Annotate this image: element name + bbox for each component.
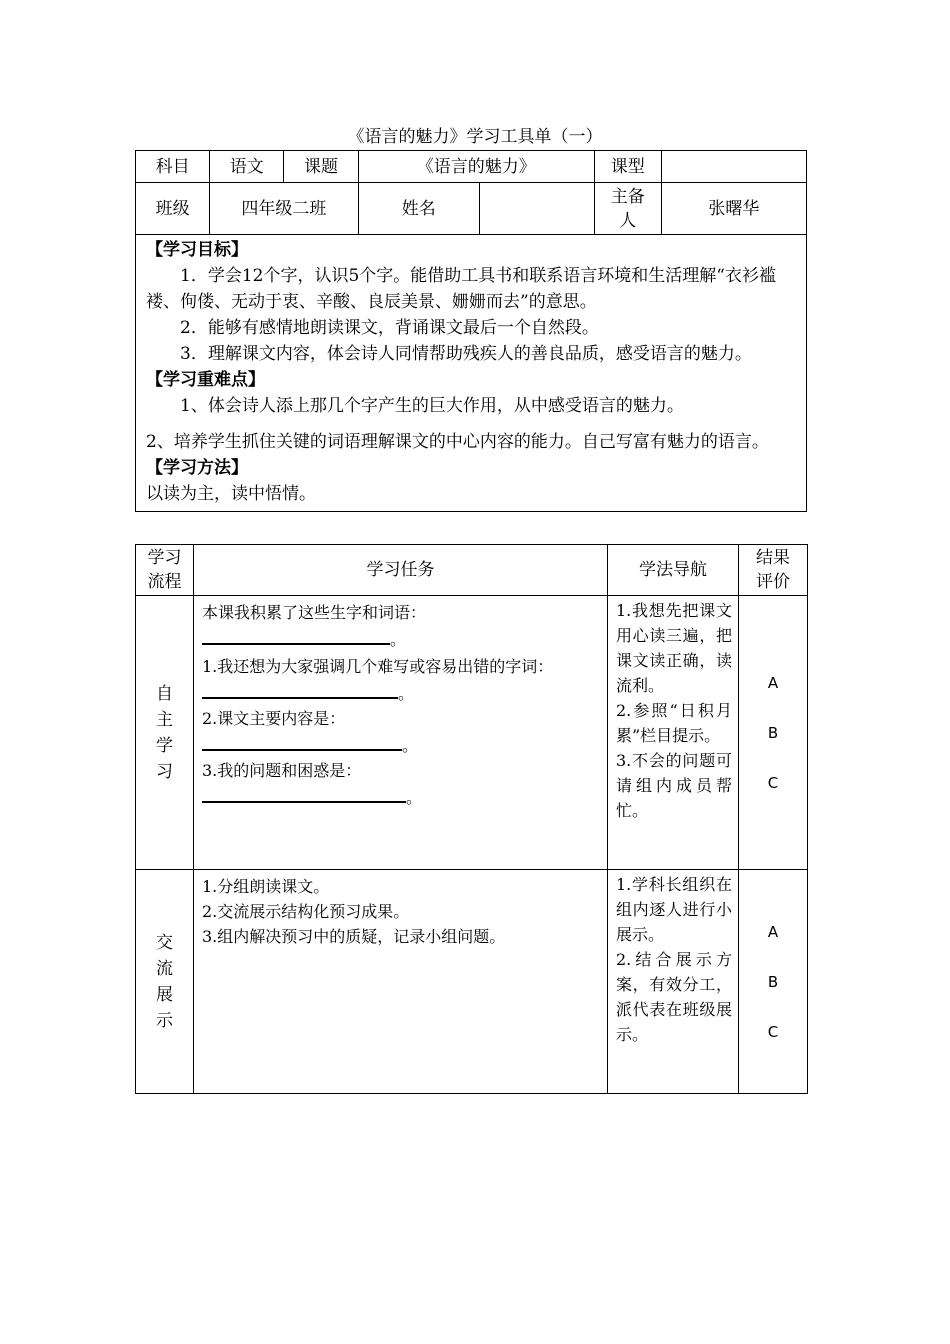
class-value: 四年级二班: [210, 183, 358, 235]
guide-item: 2.参照“日积月累”栏目提示。: [616, 701, 732, 745]
preparer-label: 主备人: [594, 183, 661, 235]
subject-label: 科目: [136, 151, 210, 183]
exchange-guide: [608, 870, 739, 1094]
grade-option[interactable]: B: [767, 972, 779, 991]
task-item: 3.我的问题和困惑是：: [202, 761, 362, 780]
grade-option[interactable]: C: [767, 1022, 779, 1041]
answer-blank[interactable]: [202, 679, 398, 699]
self-study-guide: [608, 596, 739, 870]
guide-item: 1.我想先把课文用心读三遍，把课文读正确，读流利。: [616, 601, 732, 695]
task-item: 1.分组朗读课文。: [202, 877, 330, 896]
goal-item: 1．学会12个字，认识5个字。能借助工具书和联系语言环境和生活理解“衣衫褴褛、佝偻、无动于衷、辛酸、良辰美景、姗姗而去”的意思。: [146, 266, 776, 312]
info-table: [135, 150, 807, 512]
preparer-value: 张曙华: [661, 183, 806, 235]
grade-option[interactable]: B: [767, 723, 779, 742]
task-item: 本课我积累了这些生字和词语：: [202, 603, 427, 622]
topic-label: 课题: [284, 151, 358, 183]
goals-heading: 【学习目标】: [146, 240, 248, 260]
methods-text: 以读为主，读中悟情。: [146, 484, 316, 504]
grade-option[interactable]: A: [767, 922, 779, 941]
answer-blank[interactable]: [202, 783, 406, 803]
answer-blank[interactable]: [202, 731, 402, 751]
topic-value: 《语言的魅力》: [358, 151, 594, 183]
grade-option[interactable]: A: [767, 673, 779, 692]
goal-item: 3．理解课文内容，体会诗人同情帮助残疾人的善良品质，感受语言的魅力。: [180, 344, 752, 364]
guide-item: 1.学科长组织在组内逐人进行小展示。: [616, 875, 732, 944]
exchange-tasks: [194, 870, 608, 1094]
subject-value: 语文: [210, 151, 284, 183]
stage-exchange: 交流展示: [136, 870, 194, 1094]
task-item: 1.我还想为大家强调几个难写或容易出错的字词：: [202, 657, 554, 676]
process-table: [135, 544, 808, 1094]
goal-item: 2．能够有感情地朗读课文，背诵课文最后一个自然段。: [180, 318, 599, 338]
key-point-item: 2、培养学生抓住关键的词语理解课文的中心内容的能力。自己写富有魅力的语言。: [146, 432, 769, 452]
header-task: 学习任务: [194, 545, 608, 596]
answer-blank[interactable]: [202, 625, 390, 645]
header-evaluation: 结果评价: [739, 545, 808, 596]
task-item: 3.组内解决预习中的质疑，记录小组问题。: [202, 927, 506, 946]
objectives-section: [136, 235, 807, 512]
key-point-item: 1、体会诗人添上那几个字产生的巨大作用，从中感受语言的魅力。: [180, 396, 684, 416]
name-label: 姓名: [358, 183, 479, 235]
task-item: 2.交流展示结构化预习成果。: [202, 902, 410, 921]
document-title: 《语言的魅力》学习工具单（一）: [347, 127, 603, 147]
task-item: 2.课文主要内容是：: [202, 709, 346, 728]
header-guide: 学法导航: [608, 545, 739, 596]
methods-heading: 【学习方法】: [146, 458, 248, 478]
type-value: [661, 151, 806, 183]
grade-option[interactable]: C: [767, 773, 779, 792]
class-label: 班级: [136, 183, 210, 235]
name-value: [479, 183, 594, 235]
guide-item: 2.结合展示方案，有效分工，派代表在班级展示。: [616, 950, 732, 1044]
self-study-evaluation: [739, 596, 808, 870]
type-label: 课型: [594, 151, 661, 183]
key-points-heading: 【学习重难点】: [146, 370, 265, 390]
self-study-tasks: 本课我积累了这些生字和词语： 。 1.我还想为大家强调几个难写或容易出错的字词： 。 2.课文主要内容是： 。 3.我的问题和困惑是： 。: [194, 596, 608, 870]
header-stage: 学习流程: [136, 545, 194, 596]
exchange-evaluation: [739, 870, 808, 1094]
guide-item: 3.不会的问题可请组内成员帮忙。: [616, 751, 732, 820]
stage-self-study: 自主学习: [136, 596, 194, 870]
